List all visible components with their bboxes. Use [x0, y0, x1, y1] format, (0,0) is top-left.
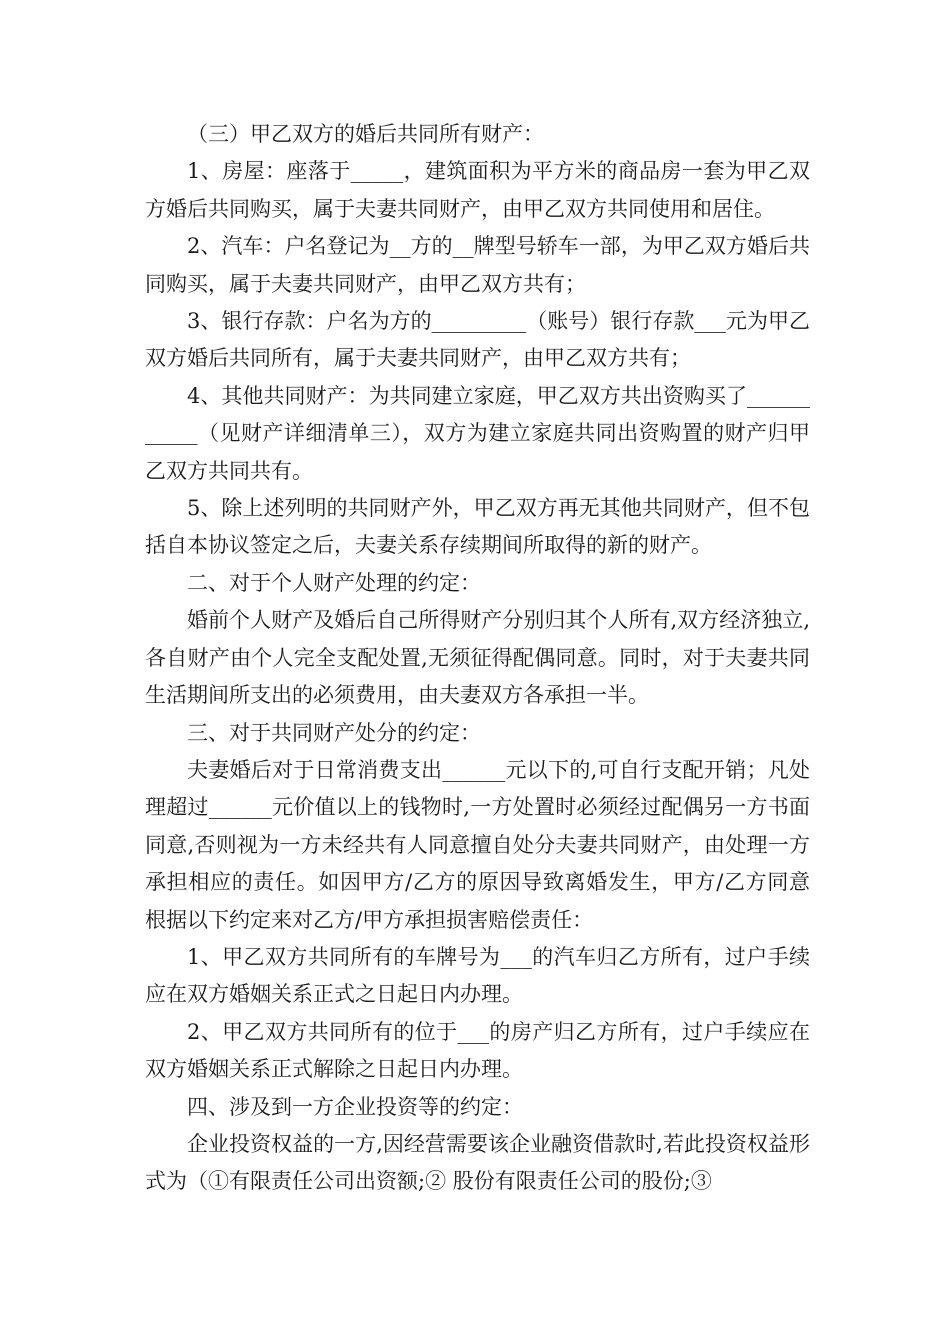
clause-car: 2、汽车：户名登记为__方的__牌型号轿车一部，为甲乙双方婚后共同购买，属于夫妻共同财产，由甲乙双方共有； [145, 234, 810, 296]
section-heading-joint-disposal: 三、对于共同财产处分的约定： [187, 720, 481, 745]
section-heading-enterprise-investment: 四、涉及到一方企业投资等的约定： [187, 1094, 523, 1119]
clause-car-to-party-b: 1、甲乙双方共同所有的车牌号为___的汽车归乙方所有，过户手续应在双方婚姻关系正式之日起日内办理。 [145, 944, 810, 1007]
clause-no-other-property: 5、除上述列明的共同财产外，甲乙双方再无其他共同财产，但不包括自本协议签定之后，夫妻关系存续期间所取得的新的财产。 [145, 496, 810, 558]
section-heading-joint-property: （三）甲乙双方的婚后共同所有财产： [187, 122, 544, 146]
clause-other-joint-property: 4、其他共同财产：为共同建立家庭，甲乙双方共出资购买了___________（见财产详细清单三），双方为建立家庭共同出资购置的财产归甲乙双方共同共有。 [145, 383, 810, 483]
clause-house-to-party-b: 2、甲乙双方共同所有的位于___的房产归乙方所有，过户手续应在双方婚姻关系正式解除之日起日内办理。 [145, 1019, 810, 1082]
paragraph-joint-disposal: 夫妻婚后对于日常消费支出______元以下的,可自行支配开销；凡处理超过______元价值以上的钱物时,一方处置时必须经过配偶另一方书面同意,否则视为一方未经共有人同意擅自处分夫妻共同财产，由处理一方承担相应的责任。如因甲方/乙方的原因导致离婚发生，甲方/乙方同意根据以下约定来对乙方/甲方承担损害赔偿责任： [145, 757, 810, 932]
section-heading-personal-property: 二、对于个人财产处理的约定： [187, 570, 481, 595]
clause-house: 1、房屋：座落于_____，建筑面积为平方米的商品房一套为甲乙双方婚后共同购买，属于夫妻共同财产，由甲乙双方共同使用和居住。 [145, 159, 810, 221]
paragraph-enterprise-investment: 企业投资权益的一方,因经营需要该企业融资借款时,若此投资权益形式为（①有限责任公司出资额;② 股份有限责任公司的股份;③ [145, 1131, 810, 1194]
clause-bank-deposit: 3、银行存款：户名为方的_________（账号）银行存款___元为甲乙双方婚后共同所有，属于夫妻共同财产，由甲乙双方共有； [145, 309, 810, 371]
document-body [145, 116, 810, 1201]
paragraph-personal-property: 婚前个人财产及婚后自己所得财产分别归其个人所有,双方经济独立,各自财产由个人完全支配处置,无须征得配偶同意。同时，对于夫妻共同生活期间所支出的必须费用，由夫妻双方各承担一半。 [145, 608, 810, 708]
